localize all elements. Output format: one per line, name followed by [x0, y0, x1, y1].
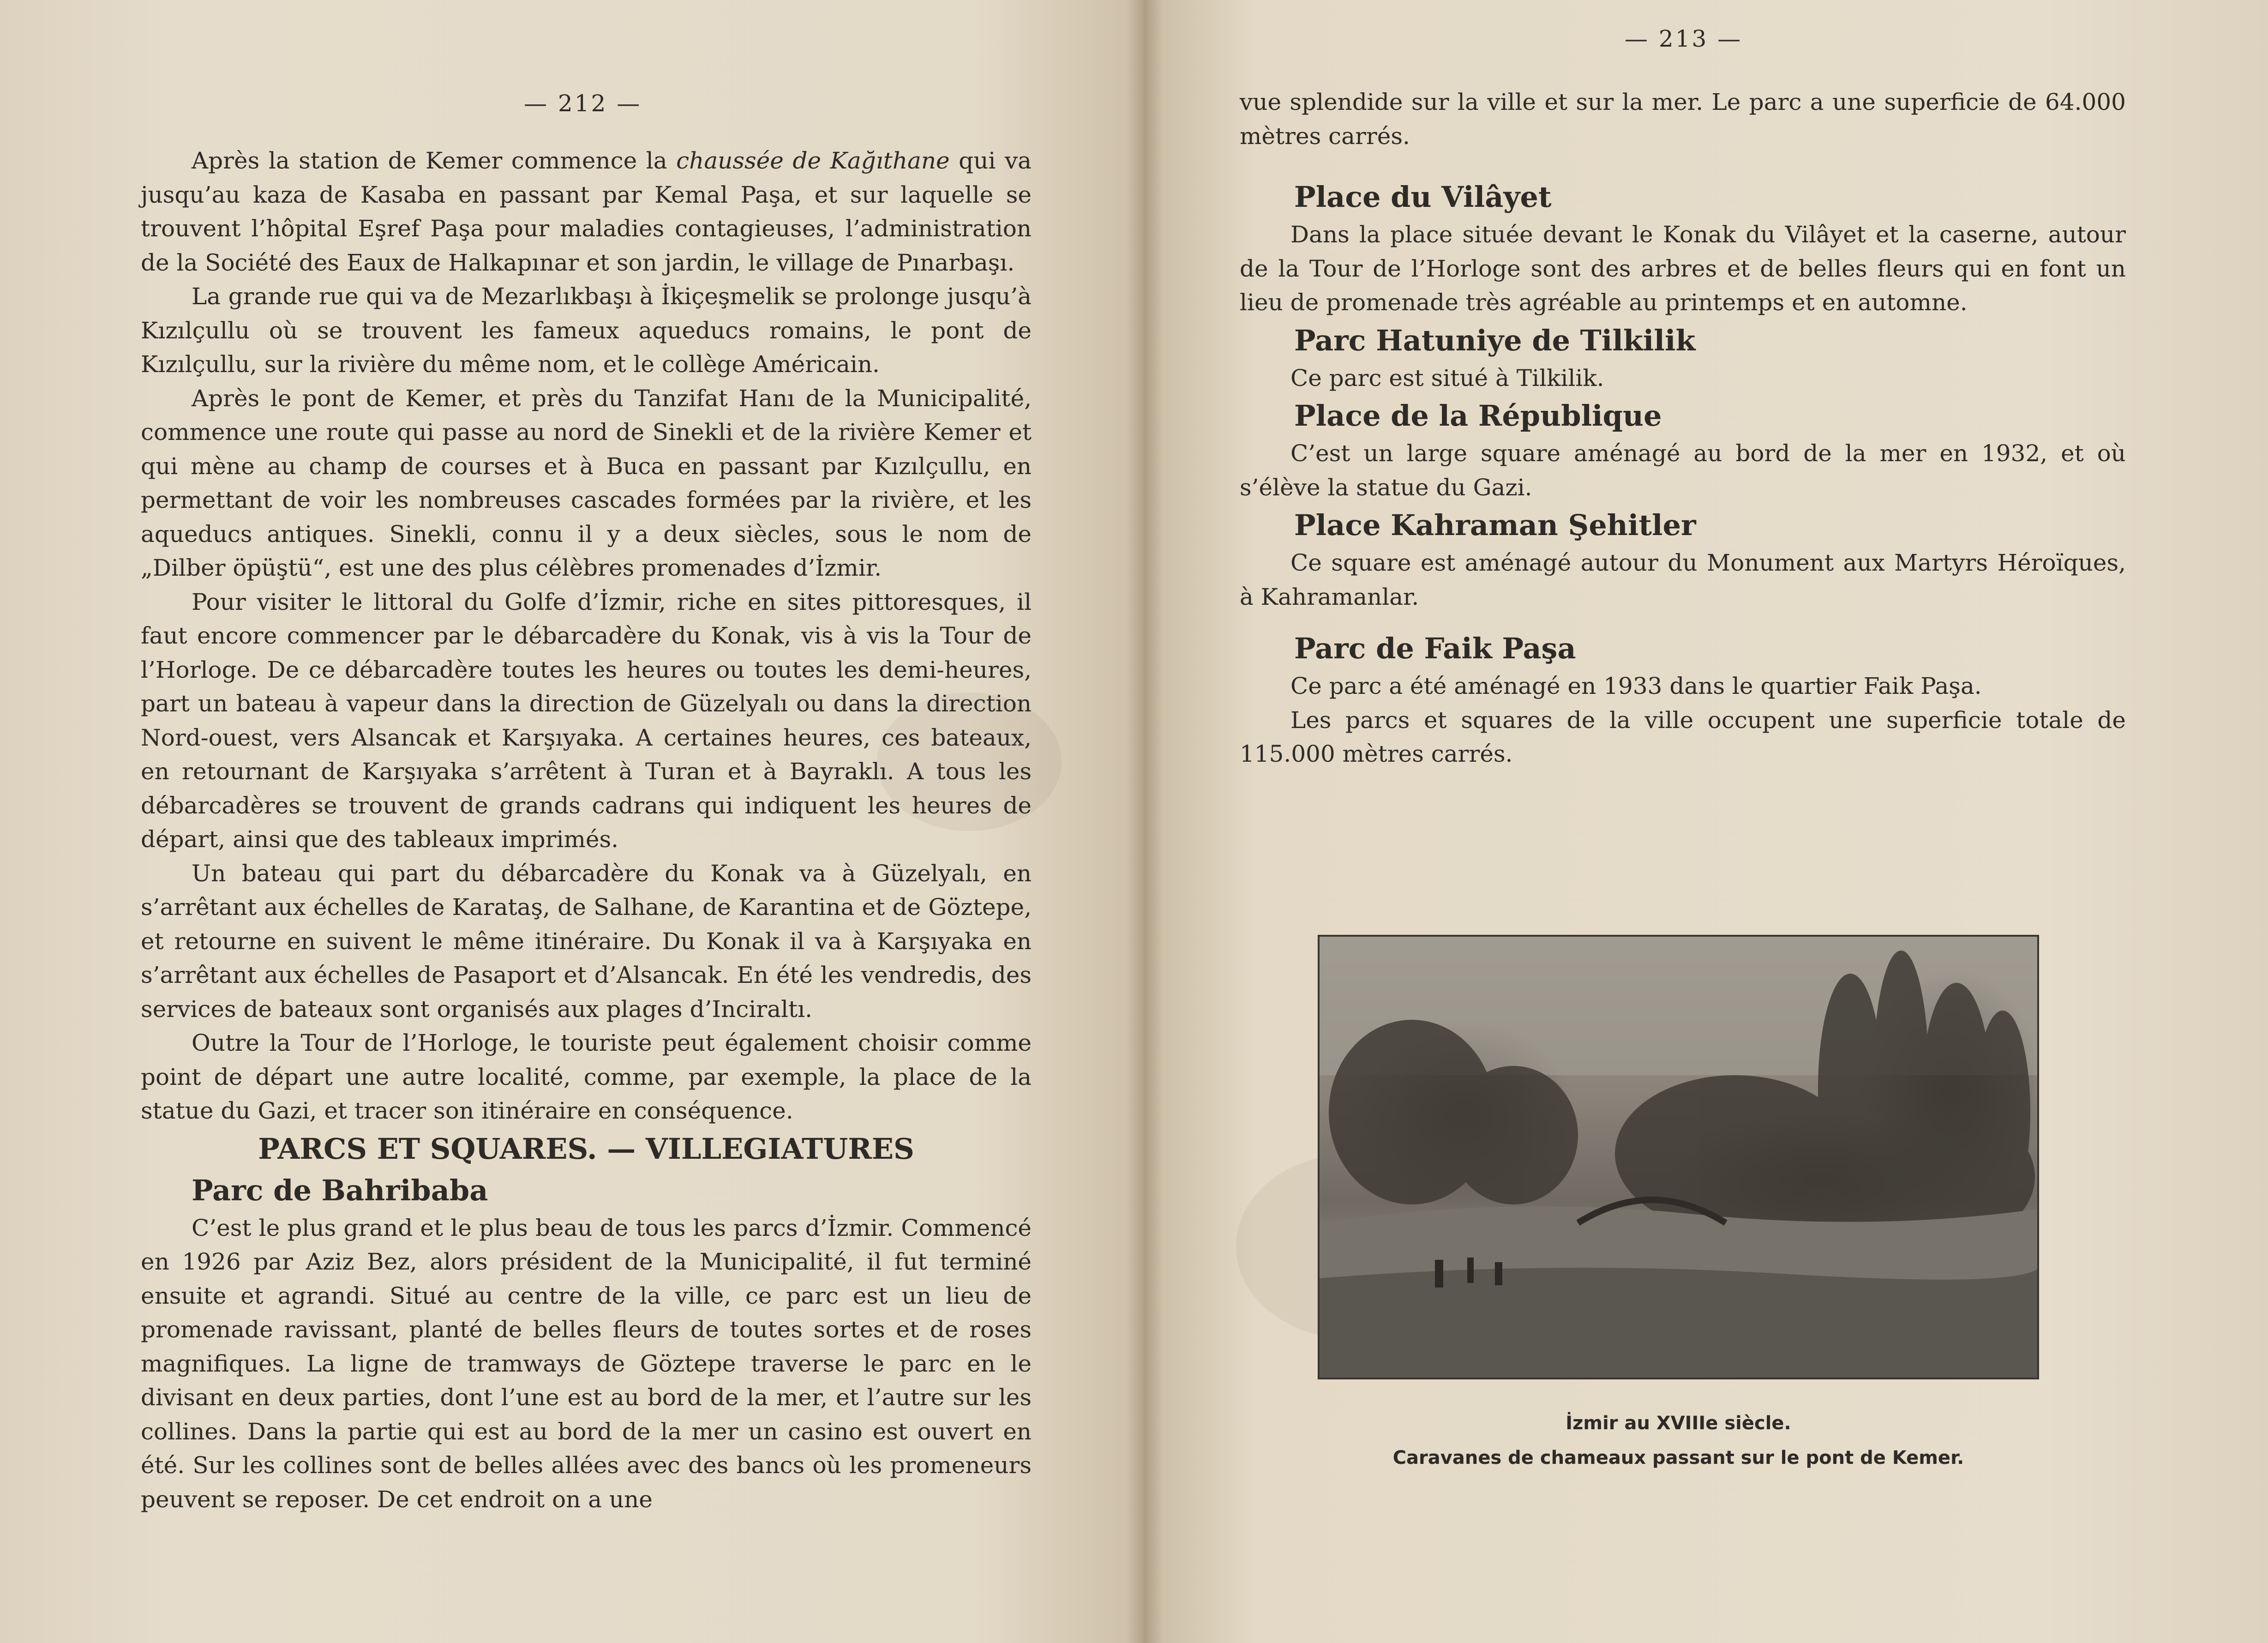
paragraph: vue splendide sur la ville et sur la mer. Le parc a une superficie de 64.000 mètres carrés. [1240, 89, 2126, 150]
paragraph: Un bateau qui part du débarcadère du Konak va à Güzelyalı, en s’arrêtant aux échelles de Karataş, de Salhane, de Karantina et de Göztepe, et retourne en suivent le même itinéraire. Du Konak il va à Karşıyaka en s’arrêtant aux échelles de Pasaport et d’Alsancak. En été les vendredis, des services de bateaux sont organisés aux plages d’Inciraltı. [141, 860, 1032, 1023]
book-gutter [1126, 0, 1163, 1643]
paragraph: C’est un large square aménagé au bord de la mer en 1932, et où s’élève la statue du Gazi. [1240, 440, 2126, 501]
paragraph: Après la station de Kemer commence la chaussée de Kağıthane qui va jusqu’au kaza de Kasaba en passant par Kemal Paşa, et sur laquelle se trouvent l’hôpital Eşref Paşa pour maladies contagieuses, l’administration de la Société des Eaux de Halkapınar et son jardin, le village de Pınarbaşı. [141, 147, 1032, 276]
section-heading: Parc de Faik Paşa [1294, 632, 1576, 665]
paragraph: Outre la Tour de l’Horloge, le touriste peut également choisir comme point de départ une autre localité, comme, par exemple, la place de la statue du Gazi, et tracer son itinéraire en conséquence. [141, 1029, 1032, 1124]
paragraph: Après le pont de Kemer, et près du Tanzifat Hanı de la Municipalité, commence une route qui passe au nord de Sinekli et de la rivière Kemer et qui mène au champ de courses et à Buca en passant par Kızılçullu, en permettant de voir les nombreuses cascades formées par la rivière, et les aqueducs antiques. Sinekli, connu il y a deux siècles, sous le nom de „Dilber öpüştü“, est une des plus célèbres promenades d’İzmir. [141, 385, 1032, 581]
historical-photograph [1318, 935, 2039, 1379]
paragraph: La grande rue qui va de Mezarlıkbaşı à İkiçeşmelik se prolonge jusqu’à Kızılçullu où se trouvent les fameux aqueducs romains, le pont de Kızılçullu, sur la rivière du même nom, et le collège Américain. [141, 283, 1032, 378]
page-number: — 213 — [1625, 25, 1743, 52]
paragraph: Pour visiter le littoral du Golfe d’İzmir, riche en sites pittoresques, il faut encore commencer par le débarcadère du Konak, vis à vis la Tour de l’Horloge. De ce débarcadère toutes les heures ou toutes les demi-heures, part un bateau à vapeur dans la direction de Güzelyalı ou dans la direction Nord-ouest, vers Alsancak et Karşıyaka. A certaines heures, ces bateaux, en retournant de Karşıyaka s’arrêtent à Turan et à Bayraklı. A tous les débarcadères se trouvent de grands cadrans qui indiquent les heures de départ, ainsi que des tableaux imprimés. [141, 588, 1032, 853]
paragraph: Dans la place située devant le Konak du Vilâyet et la caserne, autour de la Tour de l’Horloge sont des arbres et de belles fleurs qui en font un lieu de promenade très agréable au printemps et en automne. [1240, 221, 2126, 316]
page-number: — 212 — [524, 90, 642, 117]
paragraph: Ce parc a été aménagé en 1933 dans le quartier Faik Paşa. [1290, 673, 1982, 699]
paragraph: Les parcs et squares de la ville occupent une superficie totale de 115.000 mètres carrés. [1240, 706, 2126, 767]
subsection-title: Parc de Bahribaba [192, 1173, 488, 1207]
section-title: PARCS ET SQUARES. — VILLEGIATURES [258, 1131, 914, 1166]
paragraph: Ce parc est situé à Tilkilik. [1290, 364, 1604, 391]
photo-caption-title: İzmir au XVIIIe siècle. [1566, 1413, 1791, 1434]
section-heading: Parc Hatuniye de Tilkilik [1294, 323, 1696, 357]
section-heading: Place de la République [1294, 399, 1662, 433]
paragraph: C’est le plus grand et le plus beau de tous les parcs d’İzmir. Commencé en 1926 par Aziz Bez, alors président de la Municipalité, il fut terminé ensuite et agrandi. Situé au centre de la ville, ce parc est un lieu de promenade ravissant, planté de belles fleurs de toutes sortes et de roses magnifiques. La ligne de tramways de Göztepe traverse le parc en le divisant en deux parties, dont l’une est au bord de la mer, et l’autre sur les collines. Dans la partie qui est au bord de la mer un casino est ouvert en été. Sur les collines sont de belles allées avec des bancs où les promeneurs peuvent se reposer. De cet endroit on a une [141, 1214, 1032, 1513]
photo-caption-description: Caravanes de chameaux passant sur le pont de Kemer. [1392, 1447, 1964, 1468]
left-text-column [141, 144, 1032, 1517]
right-text-column [1240, 85, 2126, 771]
section-heading: Place Kahraman Şehitler [1294, 508, 1696, 542]
photo-illustration [1320, 937, 2037, 1378]
paragraph: Ce square est aménagé autour du Monument aux Martyrs Héroïques, à Kahramanlar. [1240, 549, 2126, 610]
italic-term: chaussée de Kağıthane [676, 147, 950, 174]
section-heading: Place du Vilâyet [1294, 180, 1552, 214]
